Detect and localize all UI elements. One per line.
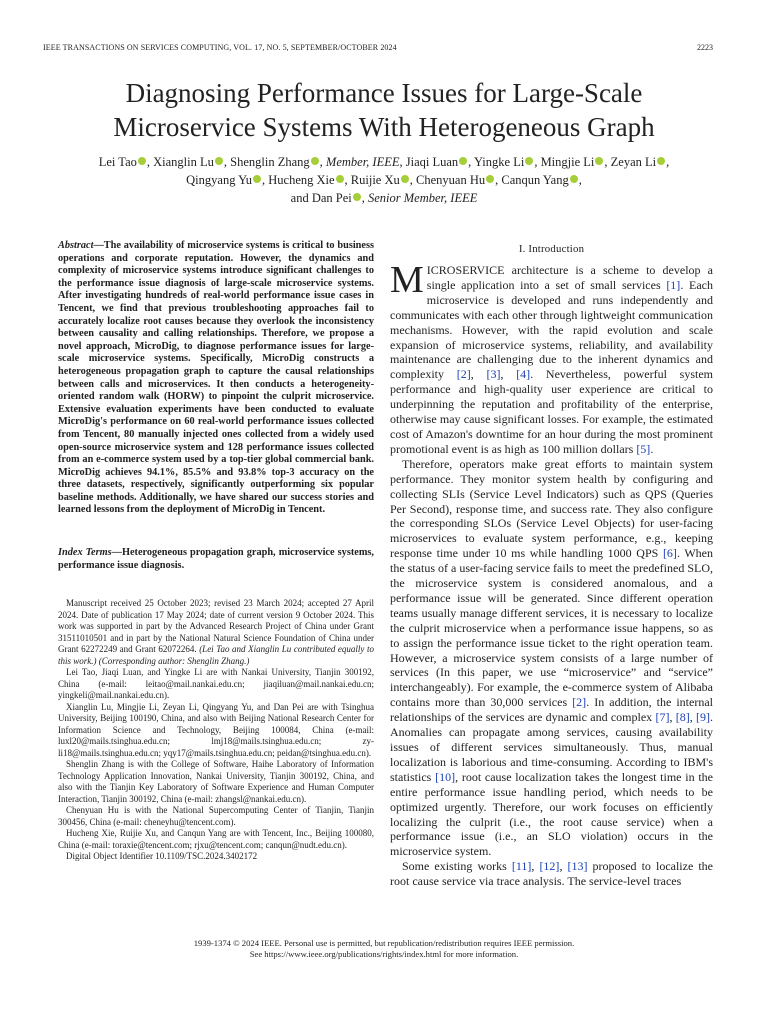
journal-header: IEEE TRANSACTIONS ON SERVICES COMPUTING, VOL. 17, NO. 5, SEPTEMBER/OCTOBER 2024 xyxy=(43,43,397,52)
citation-link[interactable]: [3] xyxy=(486,367,501,382)
orcid-icon[interactable] xyxy=(401,175,409,183)
author-name: , Chenyuan Hu xyxy=(409,173,486,187)
citation-link[interactable]: [9] xyxy=(696,710,711,725)
footnote-affiliation: Xianglin Lu, Mingjie Li, Zeyan Li, Qingyang Yu, and Dan Pei are with Tsinghua University, Beijing 100190, China, and also with Beijing National Research Center for Information Science and Technology, Beijing 100084, China (e-mail: luxl20@mails.tsinghua.edu.cn; lmj18@mails.tsinghua.edu.cn; zy-li18@mails.tsinghua.edu.cn; yqy17@mails.tsinghua.edu.cn; peidan@tsinghua.edu.cn). xyxy=(58,701,374,758)
introduction-body xyxy=(390,259,714,889)
author-line-3 xyxy=(40,189,728,207)
author-line-2: Qingyang Yu , Hucheng Xie , Ruijie Xu , Chenyuan Hu , Canqun Yang , xyxy=(186,173,582,187)
paragraph: MICROSERVICE architecture is a scheme to develop a single application into a set of small services [1]. Each microservice is developed and runs independently and communicates with each other through lightweight communication mechanisms. However, with the rapid evolution and scale expansion of microservice systems, reliability, and availability maintenance are challenging due to the inherent dynamics and complexity [2], [3], [4]. Nevertheless, powerful system performance and high-quality user experience are critical to underpinning the reputation and profitability of the enterprise, otherwise may cause significant losses. For example, the estimated cost of Amazon's downtime for an hour during the most prominent promotional event is as high as 100 million dollars [5]. xyxy=(390,259,713,456)
citation-link[interactable]: [10] xyxy=(435,769,456,784)
citation-link[interactable]: [1] xyxy=(666,277,681,292)
orcid-icon[interactable] xyxy=(353,193,361,201)
orcid-icon[interactable] xyxy=(486,175,494,183)
citation-link[interactable]: [13] xyxy=(567,859,588,874)
author-name: , Yingke Li xyxy=(468,155,525,169)
doi: Digital Object Identifier 10.1109/TSC.2024.3402172 xyxy=(66,851,258,861)
footnote-affiliation: Shenglin Zhang is with the College of Software, Haihe Laboratory of Information Technology Application Innovation, Nankai University, Tianjin 300192, China, and also with the Tianjin Key Laboratory of Software Experience and Human Computer Interaction, Tianjin 300192, China (e-mail: zhangsl@nankai.edu.cn). xyxy=(58,759,374,804)
author-name: , Mingjie Li xyxy=(534,155,595,169)
paper-title xyxy=(40,76,728,144)
footnote-affiliation: Lei Tao, Jiaqi Luan, and Yingke Li are with Nankai University, Tianjin 300192, China (e-mail: leitao@mail.nankai.edu.cn; jiaqiluan@mail.nankai.edu.cn; yingkeli@mail.nankai.edu.cn). xyxy=(58,667,374,700)
index-terms-label: Index Terms xyxy=(58,547,112,558)
footnotes xyxy=(58,598,374,863)
orcid-icon[interactable] xyxy=(525,157,533,165)
citation-link[interactable]: [5] xyxy=(636,441,651,456)
citation-link[interactable]: [2] xyxy=(456,367,471,382)
author-name: , Ruijie Xu xyxy=(344,173,400,187)
author-name: Lei Tao xyxy=(98,155,137,169)
footnote-affiliation: Hucheng Xie, Ruijie Xu, and Canqun Yang are with Tencent, Inc., Beijing 100080, China (e-mail: toraxie@tencent.com; rjxu@tencent.com; canqun@nudt.edu.cn). xyxy=(58,828,374,850)
abstract-text: —The availability of microservice systems is critical to business operations and corporate reputation. However, the dynamics and complexity of microservice systems introduce significant challenges to the performance issue diagnosis of large-scale microservice systems. After investigating hundreds of real-world performance issue cases in Tencent, we find that previous troubleshooting approaches fail to accurately localize root causes because they overlook the inconsistency between causality and calling relationships. Therefore, we propose a novel approach, MicroDig, to diagnose performance issues for large-scale microservice systems. Specifically, MicroDig constructs a heterogeneous propagation graph to capture the causal relationships between calls and microservices. It then conducts a heterogeneity-oriented random walk (HORW) to pinpoint the culprit microservice. Extensive evaluation experiments have been conducted to evaluate MicroDig's performance on 60 real-world performance issues collected from Tencent, 80 manually injected ones collected from a widely used open-source microservice system and 128 performance issues collected from an e-commerce system used by a top-tier global commercial bank. MicroDig achieves 94.1%, 85.5% and 93.8% top-3 accuracy on the three datasets, respectively, significantly outperforming six popular baseline methods. Additionally, we have shared our success stories and learned lessons from the deployment of MicroDig in Tencent. xyxy=(58,240,374,516)
index-terms xyxy=(58,547,374,572)
citation-link[interactable]: [12] xyxy=(539,859,560,874)
page-number: 2223 xyxy=(697,43,713,52)
footnote-affiliation: Chenyuan Hu is with the National Supercomputing Center of Tianjin, Tianjin 300456, China (e-mail: cheneyhu@tencent.com). xyxy=(58,805,374,827)
index-terms-text: —Heterogeneous propagation graph, microservice systems, performance issue diagnosis. xyxy=(58,547,374,571)
abstract-label: Abstract xyxy=(58,240,94,251)
orcid-icon[interactable] xyxy=(138,157,146,165)
orcid-icon[interactable] xyxy=(215,157,223,165)
author-name: and Dan Pei xyxy=(290,191,352,205)
copyright-footer xyxy=(40,938,728,960)
author-name: , Zeyan Li xyxy=(604,155,657,169)
paragraph: Therefore, operators make great efforts to maintain system performance. They monitor system health by configuring and collecting SLIs (Service Level Indicators) such as QPS (Queries Per Second), response time, and success rate. They also configure the corresponding SLOs (Service Level Objects) for user-facing microservices to evaluate system performance, e.g., keeping response time under 10 ms while handling 1000 QPS [6]. When the status of a user-facing service fails to meet the predefined SLO, the microservice system is considered anomalous, and a performance issue will be generated. Since different operation teams usually manage different services, it is necessary to localize the culprit microservice when a performance issue happens, so as to assign the performance issue ticket to the right operation team. However, a microservice system consists of a large number of services (In this paper, we use “microservice” and “service” interchangeably). For example, the e-commerce system of Alibaba contains more than 30,000 services [2]. In addition, the internal relationships of the services are dynamic and complex [7], [8], [9]. Anomalies can propagate among services, causing availability issues of different services simultaneously. Thus, manual localization is laborious and time-consuming. According to IBM's statistics [10], root cause localization takes the longest time in the entire performance issue handling period, which needs to be optimized urgently. Therefore, our work focuses on efficiently localizing the culprit (i.e., the root cause service) when a performance issue (i.e., an SLO violation) occurs in the microservice system. xyxy=(390,456,714,859)
citation-link[interactable]: [6] xyxy=(662,546,677,561)
copyright-line: 1939-1374 © 2024 IEEE. Personal use is permitted, but republication/redistribution requires IEEE permission. xyxy=(193,938,575,948)
citation-link[interactable]: [2] xyxy=(572,695,587,710)
footnote-manuscript: Manuscript received 25 October 2023; revised 23 March 2024; accepted 27 April 2024. Date of publication 17 May 2024; date of current version 9 October 2024. This work was supported in part by the Advanced Research Project of China under Grant 31511010501 and in part by the National Natural Science Foundation of China under Grant 62272249 and Grant 62072264. (Lei Tao and Xianglin Lu contributed equally to this work.) (Corresponding author: Shenglin Zhang.) xyxy=(58,598,374,666)
rights-link-line: See https://www.ieee.org/publications/rights/index.html for more information. xyxy=(249,949,519,959)
author-name: , Canqun Yang xyxy=(495,173,569,187)
citation-link[interactable]: [4] xyxy=(516,367,531,382)
citation-link[interactable]: [7] xyxy=(655,710,670,725)
author-name: , Shenglin Zhang xyxy=(223,155,310,169)
author-line-1: Lei Tao , Xianglin Lu , Shenglin Zhang , Member, IEEE, Jiaqi Luan , Yingke Li , Mingjie Li , Zeyan Li , xyxy=(98,155,670,169)
author-name: Qingyang Yu xyxy=(186,173,252,187)
title-line-2: Microservice Systems With Heterogeneous Graph xyxy=(113,112,655,142)
citation-link[interactable]: [11] xyxy=(511,859,532,874)
author-name: , Jiaqi Luan xyxy=(399,155,459,169)
author-list xyxy=(40,153,728,207)
abstract xyxy=(58,240,374,517)
paragraph: Some existing works [11], [12], [13] proposed to localize the root cause service via trace analysis. The service-level traces xyxy=(390,859,714,889)
orcid-icon[interactable] xyxy=(311,157,319,165)
citation-link[interactable]: [8] xyxy=(675,710,690,725)
orcid-icon[interactable] xyxy=(459,157,467,165)
section-heading-introduction: I. Introduction xyxy=(518,243,585,255)
orcid-icon[interactable] xyxy=(253,175,261,183)
author-role: , Senior Member, IEEE xyxy=(361,191,478,205)
drop-cap: M xyxy=(390,259,424,301)
orcid-icon[interactable] xyxy=(657,157,665,165)
orcid-icon[interactable] xyxy=(570,175,578,183)
author-name: , Xianglin Lu xyxy=(146,155,214,169)
orcid-icon[interactable] xyxy=(336,175,344,183)
title-line-1: Diagnosing Performance Issues for Large-Scale xyxy=(125,78,643,108)
orcid-icon[interactable] xyxy=(595,157,603,165)
author-name: , Hucheng Xie xyxy=(262,173,335,187)
author-role: , Member, IEEE xyxy=(319,155,400,169)
